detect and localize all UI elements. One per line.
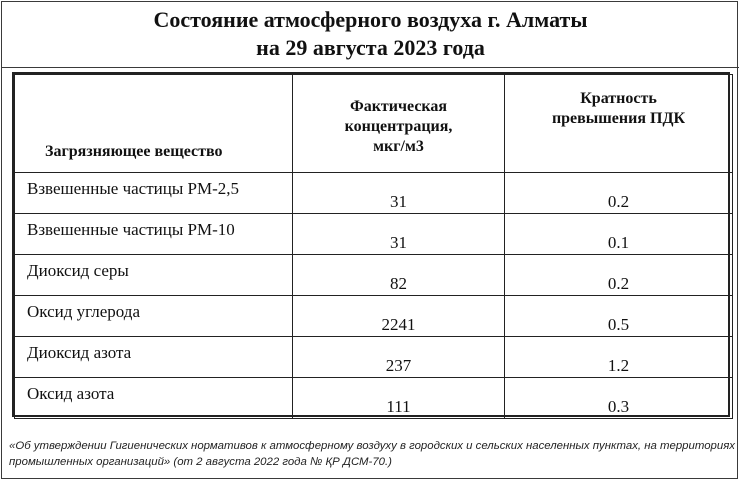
concentration-cell: 31 [293, 173, 505, 214]
document-frame [1, 1, 738, 479]
header-ratio-line-2: превышения ПДК [551, 110, 686, 127]
air-quality-table [12, 72, 730, 417]
ratio-cell: 0.1 [505, 214, 733, 255]
footnote-citation: «Об утверждении Гигиенических нормативов к атмосферному воздуху в городских и сельских населенных пунктах, на территориях промышленных организаций» (от 2 августа 2022 года № ҚР ДСМ-70.) [9, 440, 735, 468]
header-substance: Загрязняющее вещество [15, 75, 293, 173]
concentration-cell: 111 [293, 378, 505, 419]
concentration-cell: 237 [293, 337, 505, 378]
table-row [15, 214, 733, 255]
ratio-cell: 0.5 [505, 296, 733, 337]
table-row [15, 378, 733, 419]
table-row [15, 296, 733, 337]
table-row [15, 337, 733, 378]
header-concentration [293, 75, 505, 173]
substance-cell: Взвешенные частицы РМ-2,5 [15, 173, 293, 214]
table-row [15, 173, 733, 214]
header-ratio [505, 75, 733, 173]
ratio-cell: 0.2 [505, 173, 733, 214]
title-line-2: на 29 августа 2023 года [256, 35, 485, 60]
header-concentration-line-2: концентрация, [344, 118, 453, 135]
substance-cell: Диоксид серы [15, 255, 293, 296]
page-title [2, 6, 739, 62]
header-concentration-line-1: Фактическая [349, 98, 448, 115]
substance-cell: Взвешенные частицы РМ-10 [15, 214, 293, 255]
table-header-row [15, 75, 733, 173]
table-row [15, 255, 733, 296]
substance-cell: Оксид азота [15, 378, 293, 419]
concentration-cell: 31 [293, 214, 505, 255]
ratio-cell: 0.2 [505, 255, 733, 296]
header-concentration-line-3: мкг/м3 [373, 138, 424, 155]
title-line-1: Состояние атмосферного воздуха г. Алматы [153, 7, 588, 32]
ratio-cell: 0.3 [505, 378, 733, 419]
substance-cell: Оксид углерода [15, 296, 293, 337]
substance-cell: Диоксид азота [15, 337, 293, 378]
concentration-cell: 82 [293, 255, 505, 296]
concentration-cell: 2241 [293, 296, 505, 337]
header-ratio-line-1: Кратность [580, 90, 657, 107]
title-divider [2, 67, 739, 68]
ratio-cell: 1.2 [505, 337, 733, 378]
